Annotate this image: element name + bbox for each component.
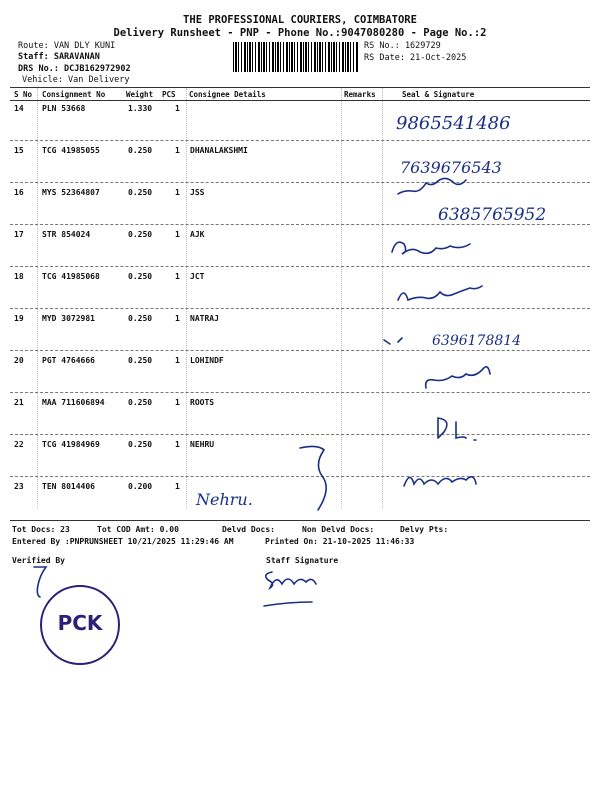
- delivery-points: Delvy Pts:: [400, 525, 449, 534]
- row-weight: 0.250: [128, 272, 153, 281]
- row-pcs: 1: [175, 482, 180, 491]
- signature-row-23: Nehru.: [196, 490, 253, 509]
- row-consignment: PLN 53668: [42, 104, 86, 113]
- signature-scrawl: [398, 178, 466, 194]
- row-sno: 16: [14, 188, 24, 197]
- row-consignee: NEHRU: [190, 440, 215, 449]
- row-weight: 0.250: [128, 356, 153, 365]
- row-sno: 14: [14, 104, 24, 113]
- row-sno: 23: [14, 482, 24, 491]
- drs-label: DRS No.: DCJB162972902: [18, 64, 131, 74]
- pck-stamp: PCK: [57, 611, 103, 635]
- signature-scrawl: [426, 367, 490, 388]
- row-consignment: MYS 52364807: [42, 188, 100, 197]
- row-sno: 15: [14, 146, 24, 155]
- row-pcs: 1: [175, 272, 180, 281]
- verified-by-label: Verified By: [12, 556, 65, 565]
- row-sno: 18: [14, 272, 24, 281]
- staff-signature-label: Staff Signature: [266, 556, 339, 565]
- total-cod: Tot COD Amt: 0.00: [97, 525, 179, 534]
- row-sno: 19: [14, 314, 24, 323]
- signature-row-14: 9865541486: [396, 113, 511, 134]
- row-pcs: 1: [175, 188, 180, 197]
- row-weight: 0.250: [128, 146, 153, 155]
- row-weight: 0.250: [128, 230, 153, 239]
- col-sno: S No: [14, 90, 33, 99]
- row-pcs: 1: [175, 398, 180, 407]
- col-weight: Weight: [126, 90, 154, 99]
- row-weight: 0.250: [128, 188, 153, 197]
- row-consignment: TCG 41984969: [42, 440, 100, 449]
- company-title: THE PROFESSIONAL COURIERS, COIMBATORE: [183, 14, 417, 26]
- row-consignment: TCG 41985055: [42, 146, 100, 155]
- row-sno: 20: [14, 356, 24, 365]
- row-weight: 0.250: [128, 440, 153, 449]
- row-consignment: TEN 8014406: [42, 482, 95, 491]
- row-consignee: JCT: [190, 272, 205, 281]
- row-pcs: 1: [175, 104, 180, 113]
- row-consignee: LOHINDF: [190, 356, 224, 365]
- verifier-signature: [34, 567, 46, 597]
- col-remarks: Remarks: [344, 90, 376, 99]
- non-delivered-docs: Non Delvd Docs:: [302, 525, 375, 534]
- signature-scrawl: [398, 286, 482, 300]
- printed-on: Printed On: 21-10-2025 11:46:33: [265, 537, 415, 546]
- row-sno: 17: [14, 230, 24, 239]
- row-sno: 21: [14, 398, 24, 407]
- row-consignee: NATRAJ: [190, 314, 219, 323]
- signature-scrawl: [392, 242, 470, 254]
- row-consignee: AJK: [190, 230, 205, 239]
- signature-row-19: 6396178814: [432, 333, 522, 349]
- row-consignee: ROOTS: [190, 398, 215, 407]
- staff-label: Staff: SARAVANAN: [18, 52, 100, 62]
- runsheet-subtitle: Delivery Runsheet - PNP - Phone No.:9047080280 - Page No.:2: [113, 27, 487, 39]
- row-pcs: 1: [175, 314, 180, 323]
- row-consignee: DHANALAKSHMI: [190, 146, 248, 155]
- col-consignment: Consignment No: [42, 90, 106, 99]
- total-docs: Tot Docs: 23: [12, 525, 70, 534]
- signature-scrawl: [404, 477, 476, 486]
- row-weight: 1.330: [128, 104, 153, 113]
- row-sno: 22: [14, 440, 24, 449]
- route-label: Route: VAN DLY KUNI: [18, 41, 116, 51]
- signature-scrawl: [384, 338, 402, 344]
- row-consignee: JSS: [190, 188, 205, 197]
- row-pcs: 1: [175, 356, 180, 365]
- row-consignment: MAA 711606894: [42, 398, 105, 407]
- row-pcs: 1: [175, 230, 180, 239]
- col-seal: Seal & Signature: [402, 90, 475, 99]
- row-pcs: 1: [175, 146, 180, 155]
- row-weight: 0.200: [128, 482, 153, 491]
- row-pcs: 1: [175, 440, 180, 449]
- row-consignment: TCG 41985068: [42, 272, 100, 281]
- rs-number: RS No.: 1629729: [364, 41, 441, 51]
- delivered-docs: Delvd Docs:: [222, 525, 275, 534]
- signature-scrawl: [438, 418, 476, 440]
- col-consignee: Consignee Details: [189, 90, 266, 99]
- row-weight: 0.250: [128, 314, 153, 323]
- vehicle-label: Vehicle: Van Delivery: [22, 75, 130, 85]
- rs-date: RS Date: 21-Oct-2025: [364, 53, 467, 63]
- row-weight: 0.250: [128, 398, 153, 407]
- signature-row-16: 6385765952: [438, 205, 547, 225]
- signature-row-15: 7639676543: [400, 158, 502, 177]
- signature-scrawl: [300, 446, 326, 510]
- row-consignment: PGT 4764666: [42, 356, 95, 365]
- row-consignment: STR 854024: [42, 230, 91, 239]
- entered-by: Entered By :PNPRUNSHEET 10/21/2025 11:29:46 AM: [12, 537, 234, 546]
- row-consignment: MYD 3072981: [42, 314, 95, 323]
- col-pcs: PCS: [162, 90, 176, 99]
- staff-signature-scrawl: [264, 572, 316, 606]
